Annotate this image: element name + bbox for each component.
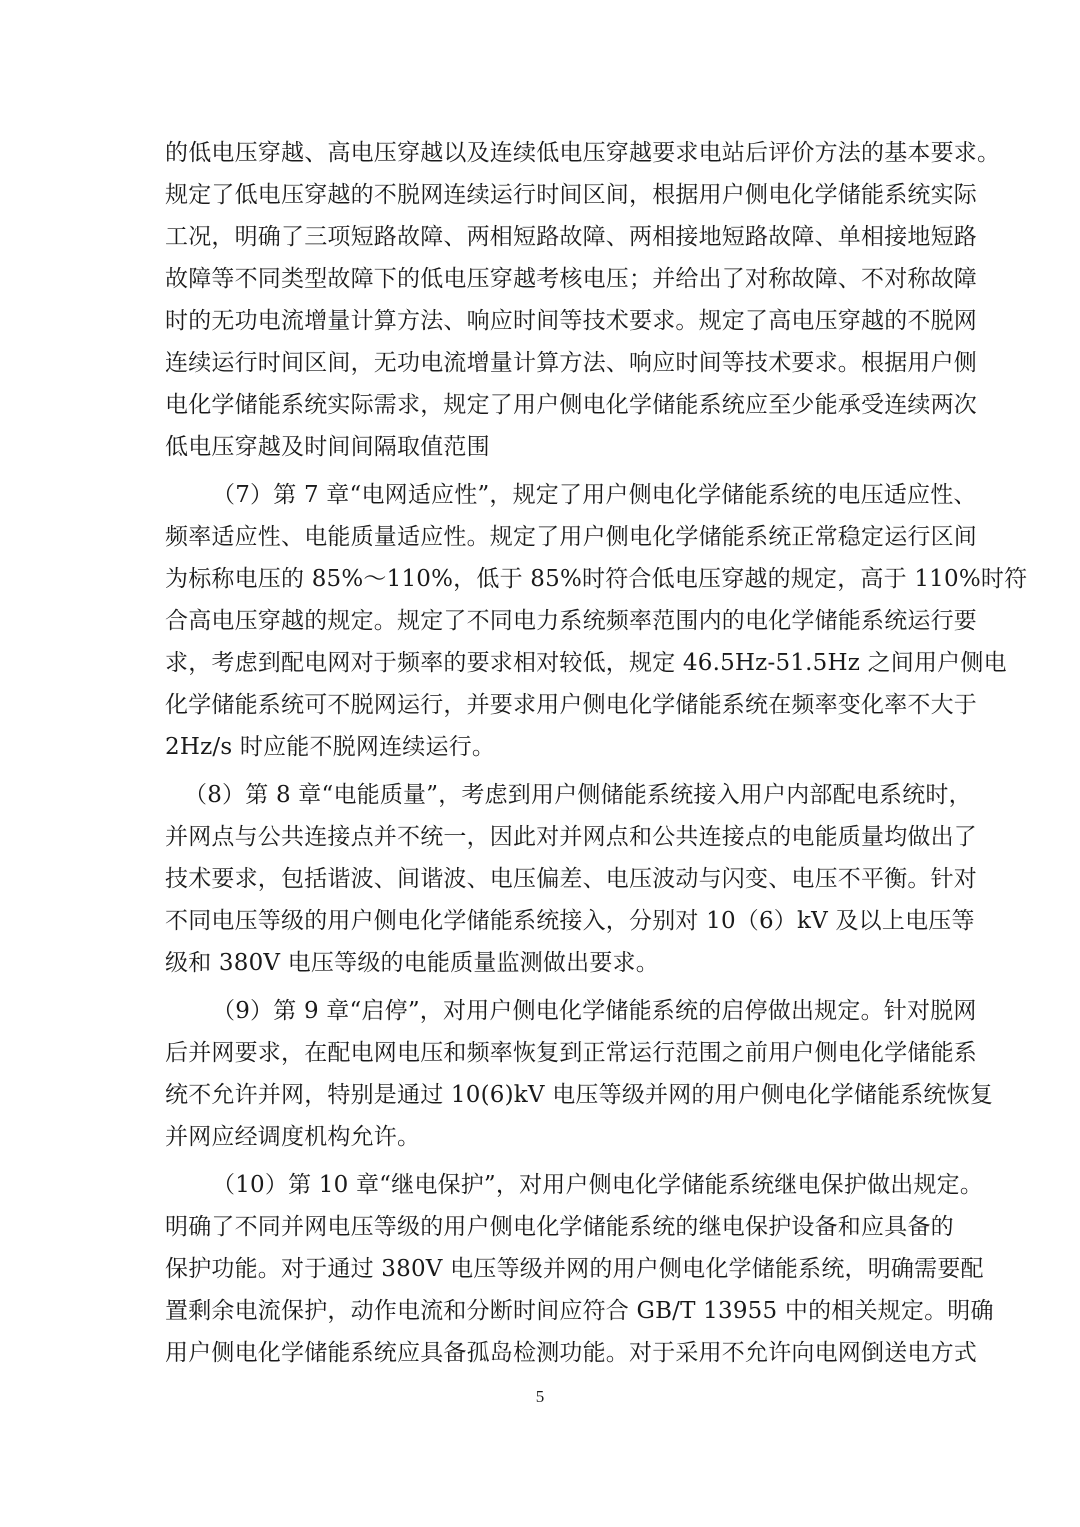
text-line: 规定了低电压穿越的不脱网连续运行时间区间，根据用户侧电化学储能系统实际 xyxy=(165,182,977,208)
text-line: 频率适应性、电能质量适应性。规定了用户侧电化学储能系统正常稳定运行区间 xyxy=(165,524,977,550)
text-line: 技术要求，包括谐波、间谐波、电压偏差、电压波动与闪变、电压不平衡。针对 xyxy=(165,866,977,892)
text-line: 化学储能系统可不脱网运行，并要求用户侧电化学储能系统在频率变化率不大于 xyxy=(165,692,977,718)
text-line: 级和 380V 电压等级的电能质量监测做出要求。 xyxy=(165,950,659,976)
text-line: 时的无功电流增量计算方法、响应时间等技术要求。规定了高电压穿越的不脱网 xyxy=(165,308,977,334)
text-line: 不同电压等级的用户侧电化学储能系统接入，分别对 10（6）kV 及以上电压等 xyxy=(165,908,975,934)
text-line: 求，考虑到配电网对于频率的要求相对较低，规定 46.5Hz-51.5Hz 之间用户侧电 xyxy=(165,650,1007,676)
text-line: 电化学储能系统实际需求，规定了用户侧电化学储能系统应至少能承受连续两次 xyxy=(165,392,977,418)
paragraph-first-line: （10）第 10 章“继电保护”，对用户侧电化学储能系统继电保护做出规定。 xyxy=(212,1172,984,1198)
paragraph-first-line: （8）第 8 章“电能质量”，考虑到用户侧储能系统接入用户内部配电系统时， xyxy=(184,782,972,808)
text-line: 2Hz/s 时应能不脱网连续运行。 xyxy=(165,734,496,760)
text-line: 用户侧电化学储能系统应具备孤岛检测功能。对于采用不允许向电网倒送电方式 xyxy=(165,1340,977,1366)
text-line: 连续运行时间区间，无功电流增量计算方法、响应时间等技术要求。根据用户侧 xyxy=(165,350,977,376)
text-line: 为标称电压的 85%～110%，低于 85%时符合低电压穿越的规定，高于 110%时符 xyxy=(165,566,1028,592)
paragraph-first-line: （9）第 9 章“启停”，对用户侧电化学储能系统的启停做出规定。针对脱网 xyxy=(212,998,977,1024)
text-line: 合高电压穿越的规定。规定了不同电力系统频率范围内的电化学储能系统运行要 xyxy=(165,608,977,634)
text-line: 并网应经调度机构允许。 xyxy=(165,1124,421,1150)
text-line: 后并网要求，在配电网电压和频率恢复到正常运行范围之前用户侧电化学储能系 xyxy=(165,1040,977,1066)
text-line: 保护功能。对于通过 380V 电压等级并网的用户侧电化学储能系统，明确需要配 xyxy=(165,1256,984,1282)
text-line: 低电压穿越及时间间隔取值范围 xyxy=(165,434,490,460)
text-line: 置剩余电流保护，动作电流和分断时间应符合 GB/T 13955 中的相关规定。明确 xyxy=(165,1298,994,1324)
text-line: 工况，明确了三项短路故障、两相短路故障、两相接地短路故障、单相接地短路 xyxy=(165,224,977,250)
text-line: 故障等不同类型故障下的低电压穿越考核电压；并给出了对称故障、不对称故障 xyxy=(165,266,977,292)
page-number: 5 xyxy=(535,1387,545,1406)
paragraph-first-line: （7）第 7 章“电网适应性”，规定了用户侧电化学储能系统的电压适应性、 xyxy=(212,482,977,508)
text-line: 统不允许并网，特别是通过 10(6)kV 电压等级并网的用户侧电化学储能系统恢复 xyxy=(165,1082,994,1108)
text-line: 并网点与公共连接点并不统一，因此对并网点和公共连接点的电能质量均做出了 xyxy=(165,824,977,850)
text-line: 的低电压穿越、高电压穿越以及连续低电压穿越要求电站后评价方法的基本要求。 xyxy=(165,140,1001,166)
text-line: 明确了不同并网电压等级的用户侧电化学储能系统的继电保护设备和应具备的 xyxy=(165,1214,954,1240)
